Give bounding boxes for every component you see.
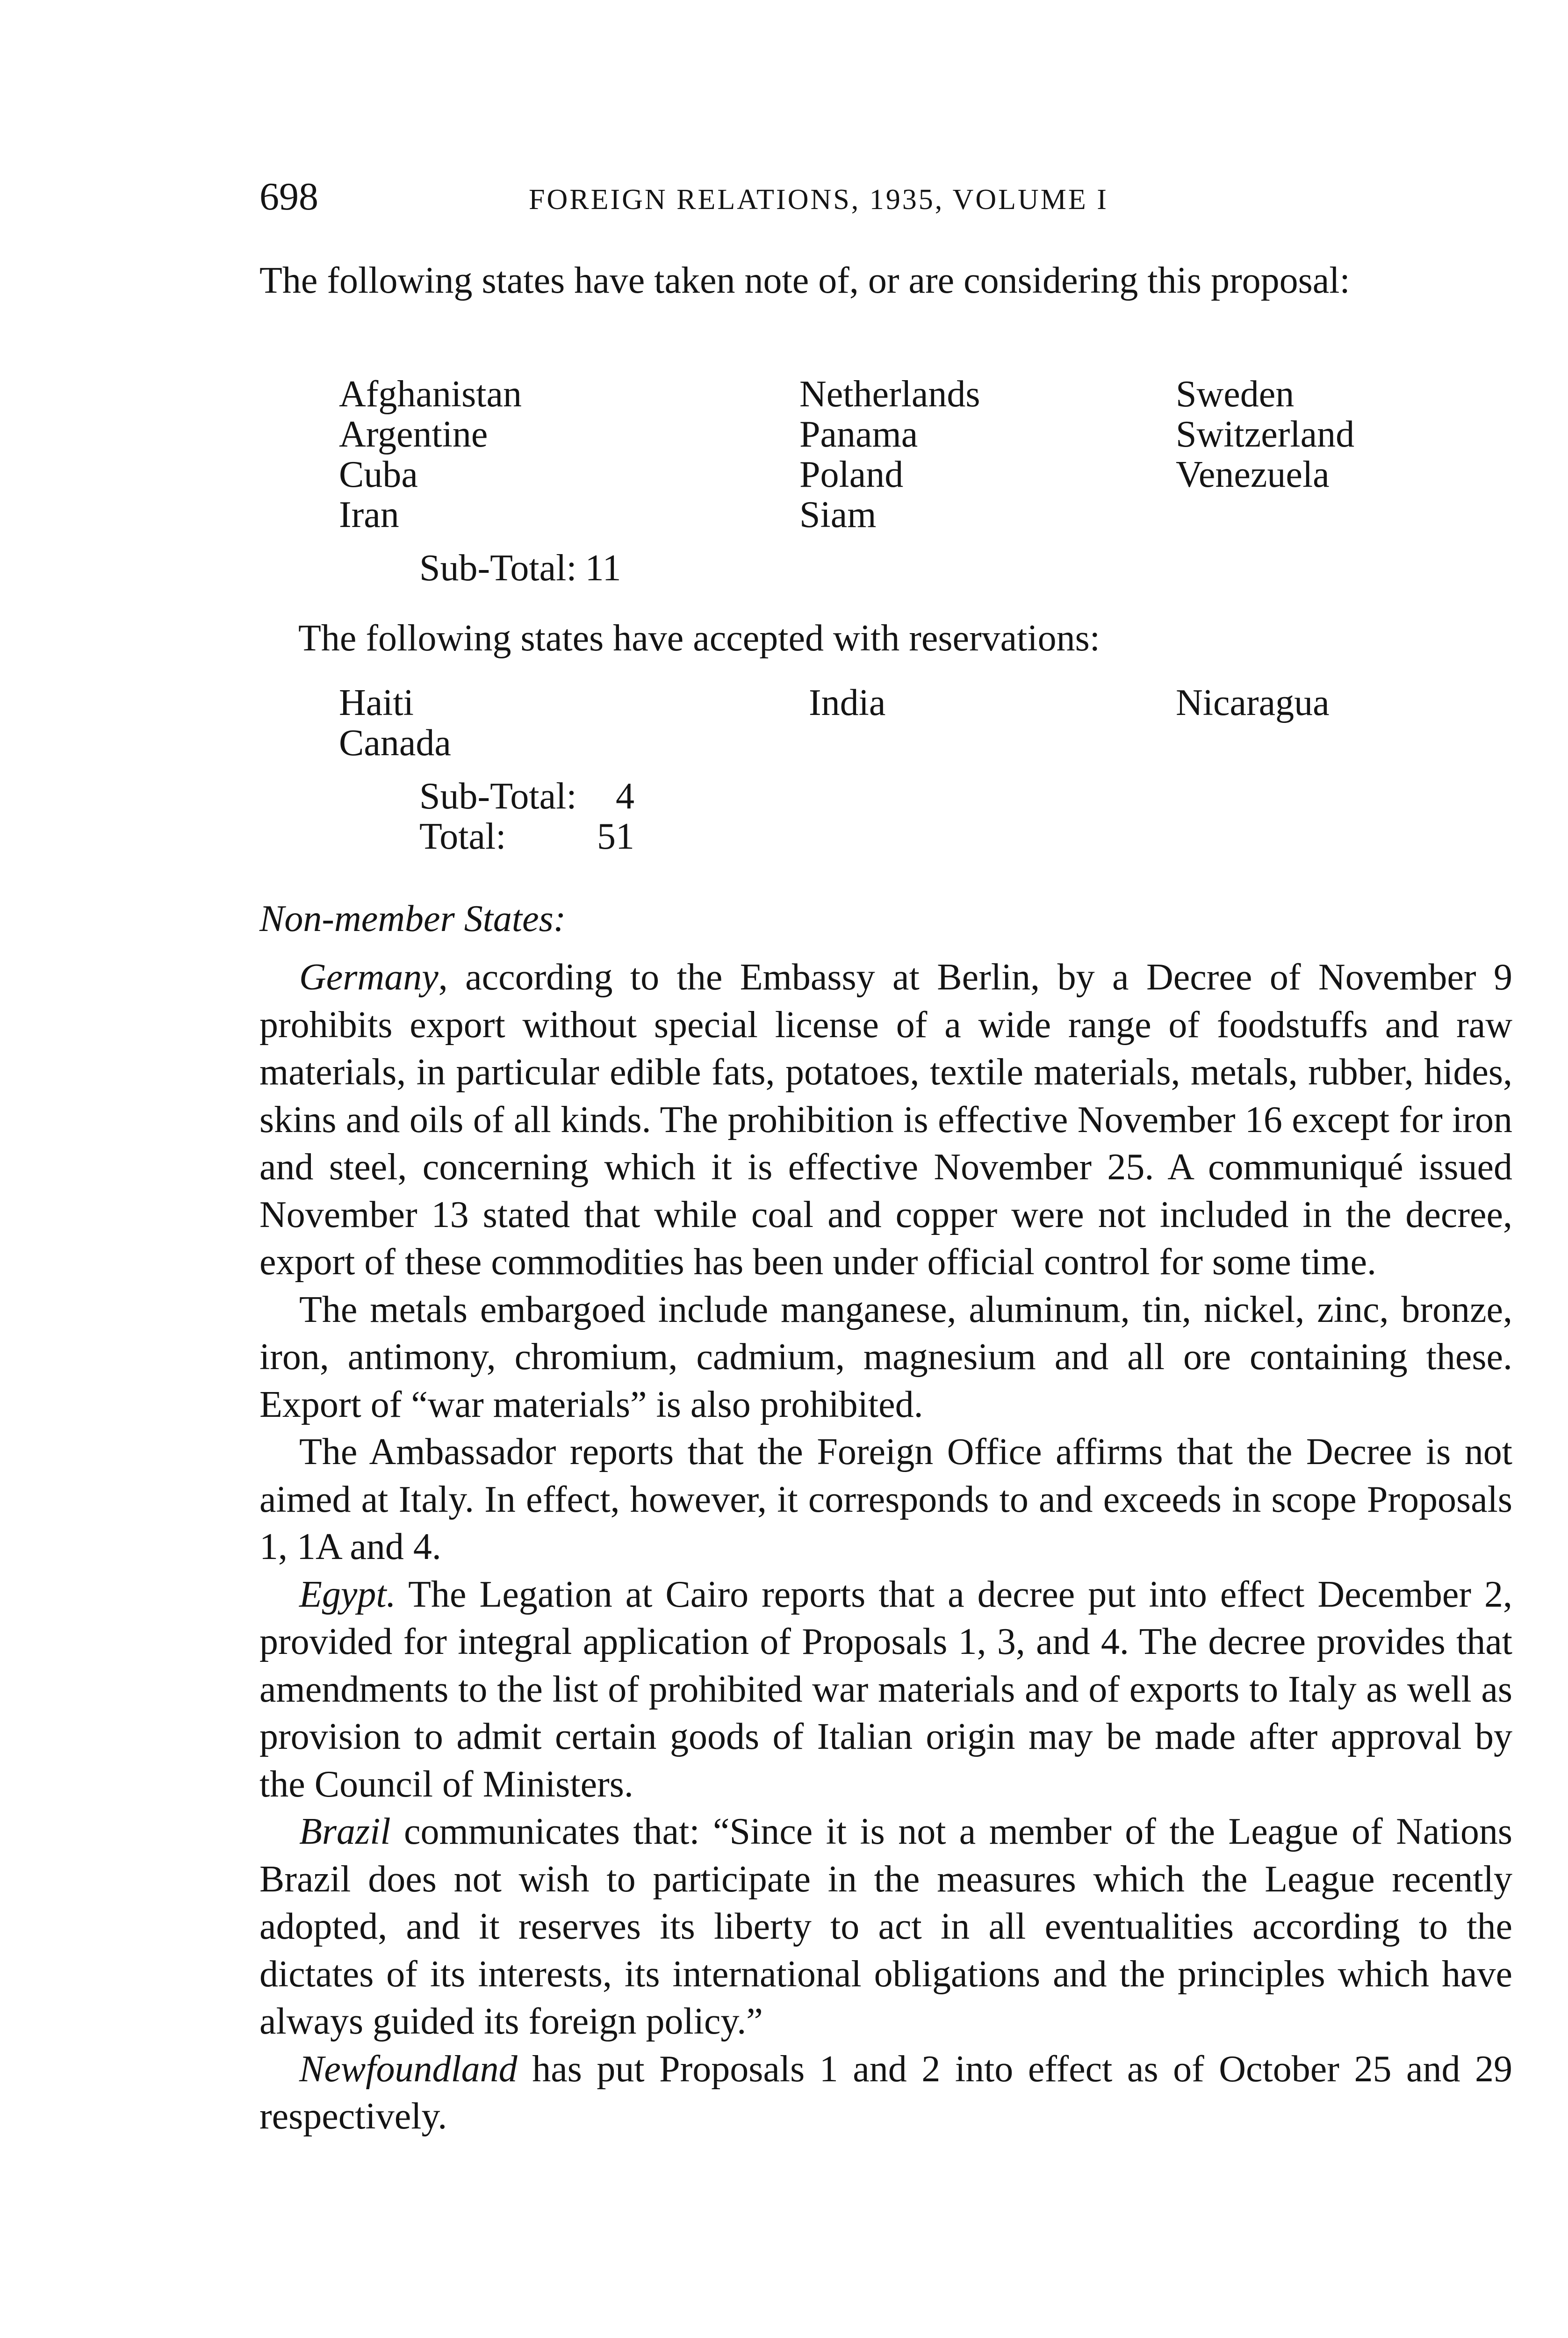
subtotal-value: 4 — [616, 776, 634, 817]
total-row — [419, 816, 690, 857]
state-name: Haiti — [339, 682, 414, 723]
reservations-column-1 — [339, 683, 451, 763]
state-name: Cuba — [339, 454, 418, 495]
paragraph-text: The metals embargoed include manganese, aluminum, tin, nickel, zinc, bronze, iron, antimony, chromium, cadmium, magnesium and all ore containing these. Export of “war materials” is also prohibited. — [259, 1289, 1512, 1425]
state-name: Venezuela — [1176, 454, 1330, 495]
running-head: FOREIGN RELATIONS, 1935, VOLUME I — [529, 184, 1108, 216]
paragraph-text: communicates that: “Since it is not a member of the League of Nations Brazil does not wish to participate in the measures which the League recently adopted, and it reserves its liberty to act in all eventualities according to the dictates of its interests, its international obligations and the principles which have always guided its foreign policy.” — [259, 1811, 1512, 2042]
paragraph-text: has put Proposals 1 and 2 into effect as of October 25 and 29 respectively. — [259, 2048, 1512, 2137]
total-value: 51 — [597, 816, 634, 857]
reservations-intro: The following states have accepted with reservations: — [298, 618, 1100, 659]
total-label: Total: — [419, 816, 506, 857]
subtotal-value: 11 — [585, 548, 621, 589]
subtotal-label: Sub-Total: — [419, 776, 577, 817]
state-name: Afghanistan — [339, 374, 522, 415]
state-name: Sweden — [1176, 374, 1295, 415]
newfoundland-paragraph — [259, 2046, 1512, 2141]
paragraph-text: , according to the Embassy at Berlin, by a Decree of November 9 prohibits export without special license of a wide range of foodstuffs and raw materials, in particular edible fats, potatoes, textile materials, metals, rubber, hides, skins and oils of all kinds. The prohibition is effective November 16 except for iron and steel, concerning which it is effective November 25. A communiqué issued November 13 stated that while coal and copper were not included in the decree, export of these commodities has been under official control for some time. — [259, 957, 1512, 1283]
reservations-states-list — [339, 683, 1414, 767]
considering-intro: The following states have taken note of, or are considering this proposal: — [259, 260, 1350, 301]
state-name: Switzerland — [1176, 414, 1355, 455]
state-name: Argentine — [339, 414, 488, 455]
metals-paragraph — [259, 1286, 1512, 1429]
considering-column-2 — [799, 374, 980, 535]
state-name: India — [809, 682, 886, 723]
subtotal-label: Sub-Total: — [419, 548, 577, 589]
state-name: Panama — [799, 414, 918, 455]
state-name: Iran — [339, 494, 399, 535]
section-heading: Non-member States: — [259, 898, 566, 939]
state-name: Netherlands — [799, 374, 980, 415]
state-name: Siam — [799, 494, 877, 535]
totals-block — [419, 776, 690, 857]
state-name: Canada — [339, 722, 451, 764]
egypt-paragraph — [259, 1571, 1512, 1809]
germany-paragraph — [259, 954, 1512, 1286]
considering-states-list — [339, 374, 1414, 547]
page-number: 698 — [259, 175, 318, 218]
ambassador-paragraph — [259, 1429, 1512, 1571]
country-name: Germany — [299, 957, 439, 998]
country-name: Newfoundland — [299, 2048, 518, 2090]
considering-column-1 — [339, 374, 522, 535]
reservations-column-2 — [809, 683, 885, 723]
brazil-paragraph — [259, 1808, 1512, 2046]
body-text — [259, 954, 1512, 2141]
country-name: Brazil — [299, 1811, 391, 1852]
state-name: Nicaragua — [1176, 682, 1330, 723]
considering-subtotal — [419, 547, 621, 590]
country-name: Egypt. — [299, 1573, 396, 1615]
reservations-subtotal-row — [419, 776, 690, 816]
state-name: Poland — [799, 454, 904, 495]
paragraph-text: The Ambassador reports that the Foreign Office affirms that the Decree is not aimed at Italy. In effect, however, it corresponds to and exceeds in scope Proposals 1, 1A and 4. — [259, 1431, 1512, 1567]
reservations-column-3 — [1176, 683, 1330, 723]
paragraph-text: The Legation at Cairo reports that a decree put into effect December 2, provided for integral application of Proposals 1, 3, and 4. The decree provides that amendments to the list of prohibited war materials and of exports to Italy as well as provision to admit certain goods of Italian origin may be made after approval by the Council of Ministers. — [259, 1573, 1512, 1805]
page-header — [259, 174, 1512, 221]
considering-column-3 — [1176, 374, 1354, 495]
